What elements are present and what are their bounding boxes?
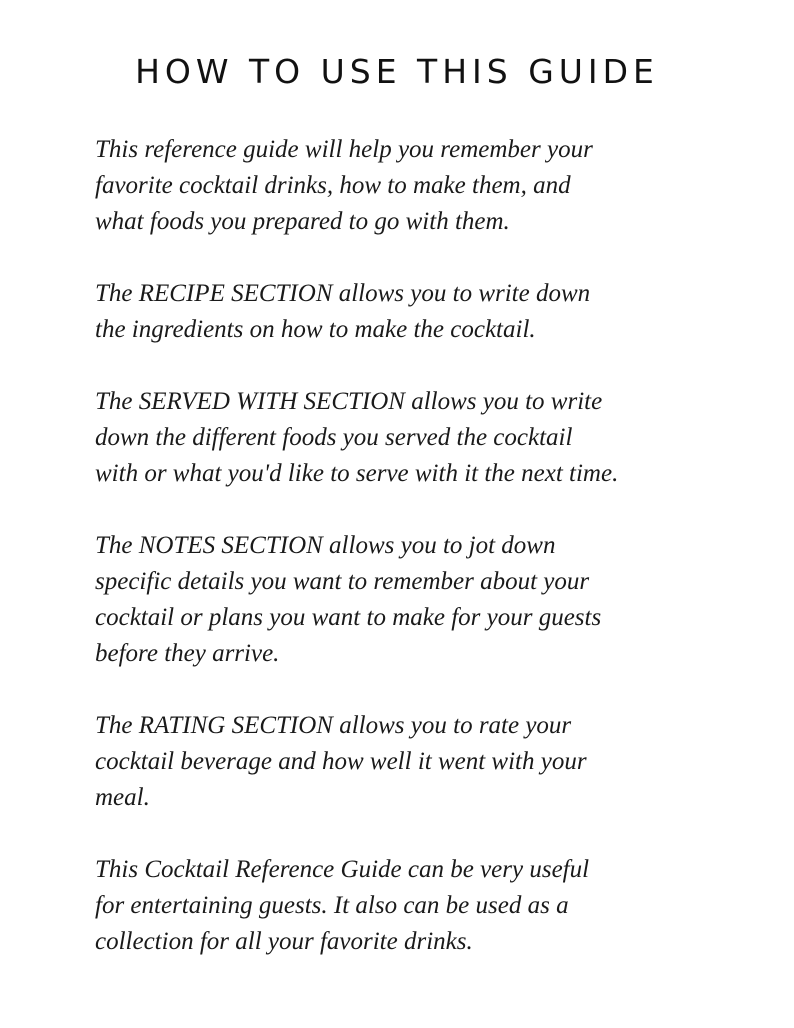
text-line: down the different foods you served the cocktail	[95, 424, 573, 451]
text-line: specific details you want to remember about your	[95, 568, 590, 595]
text-line: This Cocktail Reference Guide can be very useful	[95, 856, 590, 883]
paragraph-served-with-section	[95, 384, 735, 492]
text-line: cocktail beverage and how well it went with your	[95, 748, 587, 775]
text-line: with or what you'd like to serve with it the next time.	[95, 460, 619, 487]
text-line: This reference guide will help you remember your	[95, 136, 593, 163]
paragraph-closing	[95, 852, 735, 960]
text-line: collection for all your favorite drinks.	[95, 928, 473, 955]
text-line: favorite cocktail drinks, how to make them, and	[95, 172, 571, 199]
paragraph-intro	[95, 132, 735, 240]
paragraph-recipe-section	[95, 276, 735, 348]
text-line: The RATING SECTION allows you to rate your	[95, 712, 572, 739]
page-title: HOW TO USE THIS GUIDE	[135, 52, 659, 91]
text-line: The SERVED WITH SECTION allows you to write	[95, 388, 603, 415]
text-line: The RECIPE SECTION allows you to write down	[95, 280, 591, 307]
text-line: meal.	[95, 784, 150, 811]
text-line: The NOTES SECTION allows you to jot down	[95, 532, 556, 559]
paragraph-notes-section	[95, 528, 735, 672]
paragraph-rating-section	[95, 708, 735, 816]
text-line: what foods you prepared to go with them.	[95, 208, 510, 235]
text-line: for entertaining guests. It also can be used as a	[95, 892, 569, 919]
text-line: cocktail or plans you want to make for your guests	[95, 604, 602, 631]
text-line: before they arrive.	[95, 640, 280, 667]
text-line: the ingredients on how to make the cocktail.	[95, 316, 536, 343]
